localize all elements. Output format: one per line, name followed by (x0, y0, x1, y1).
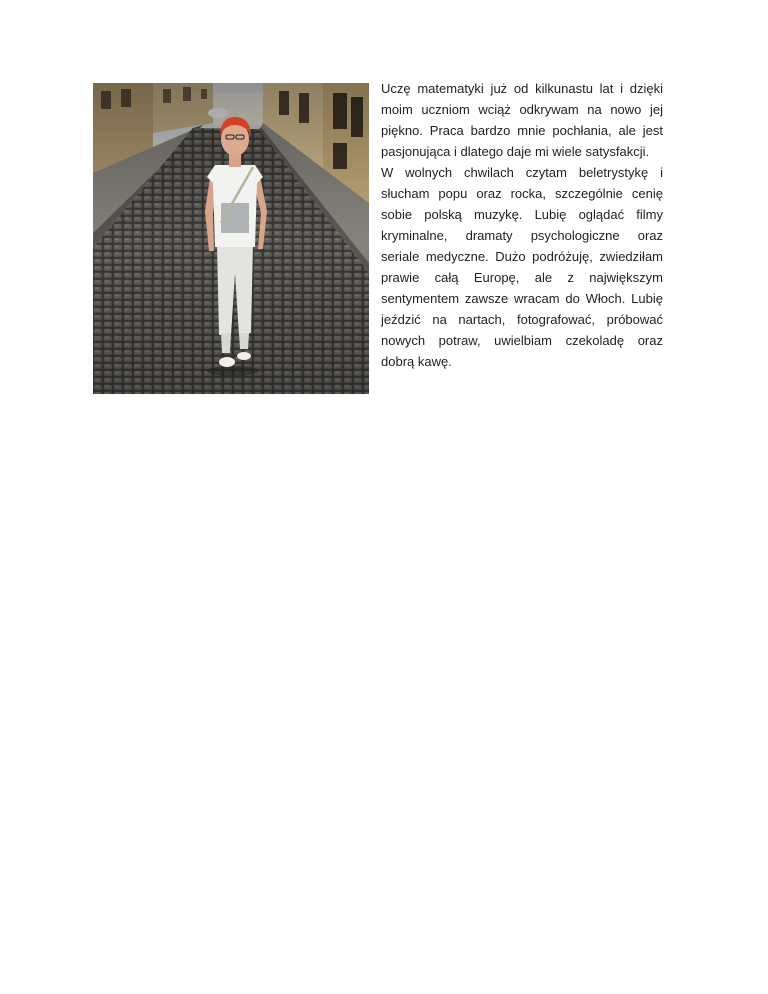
bio-line: sentymentem zawsze wracam do Włoch. Lubię (381, 291, 663, 306)
bio-line: Uczę matematyki już od kilkunastu lat i dzięki (381, 81, 663, 96)
bio-line: prawie całą Europę, ale z największym (381, 270, 663, 285)
bio-line: słucham popu oraz rocka, szczególnie cenię (381, 186, 663, 201)
bio-line: moim uczniom wciąż odkrywam na nowo jej (381, 102, 663, 117)
street-photo-illustration (93, 83, 369, 394)
bio-text (381, 78, 663, 372)
bio-line: W wolnych chwilach czytam beletrystykę i (381, 165, 663, 180)
portrait-photo (93, 83, 369, 394)
bio-line: piękno. Praca bardzo mnie pochłania, ale jest (381, 123, 663, 138)
bio-line: seriale medyczne. Dużo podróżuję, zwiedziłam (381, 249, 663, 264)
bio-line: dobrą kawę. (381, 354, 452, 369)
bio-line: nowych potraw, uwielbiam czekoladę oraz (381, 333, 663, 348)
bio-line: pasjonująca i dlatego daje mi wiele satysfakcji. (381, 144, 650, 159)
bio-line: sobie polską muzykę. Lubię oglądać filmy (381, 207, 663, 222)
bio-line: kryminalne, dramaty psychologiczne oraz (381, 228, 663, 243)
bio-line: jeździć na nartach, fotografować, próbować (381, 312, 663, 327)
